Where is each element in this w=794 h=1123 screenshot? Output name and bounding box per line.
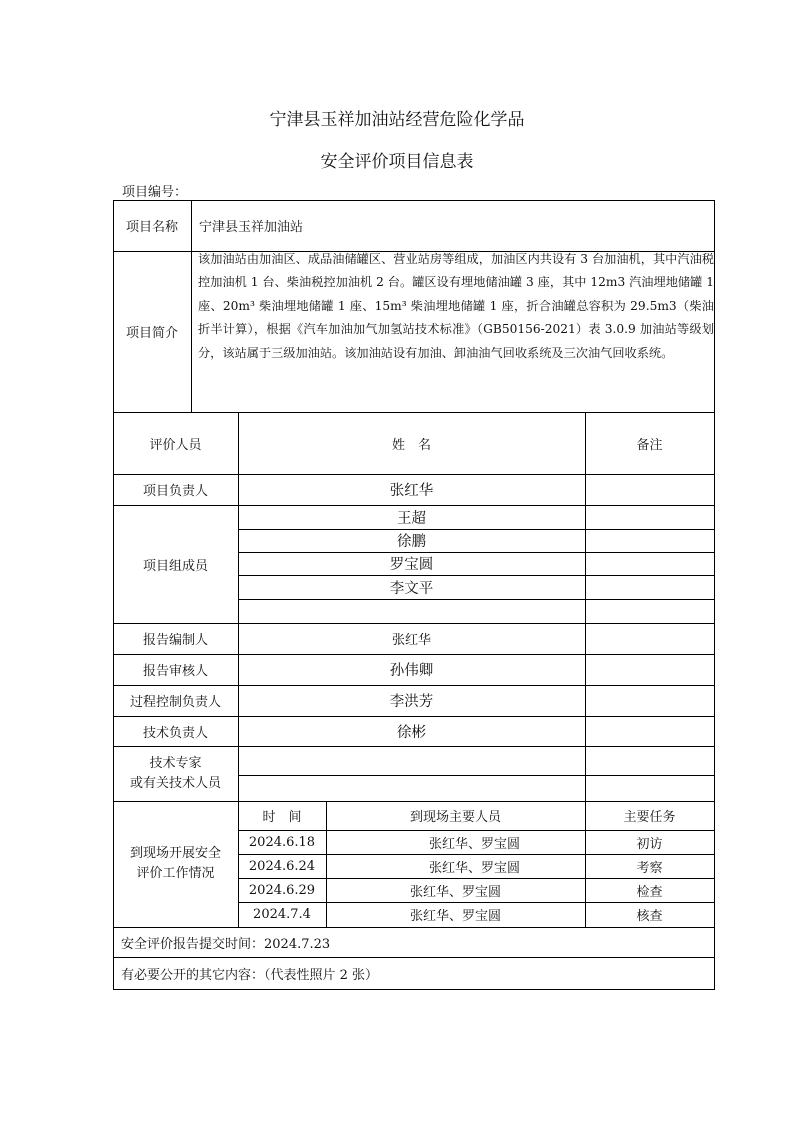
- site-row-time: 2024.7.4: [253, 907, 311, 922]
- project-intro-text: 该加油站由加油区、成品油储罐区、营业站房等组成，加油区内共设有 3 台加油机，其中汽油税控加油机 1 台、柴油税控加油机 2 台。罐区设有埋地储油罐 3 座，其中 12m3 汽油埋地储罐 1 座、20m³ 柴油埋地储罐 1 座、15m³ 柴油埋地储罐 1 座，折合油罐总容积为 29.5m3（柴油折半计算），根据《汽车加油加气加氢站技术标准》（GB50156-2021）表 3.0.9 加油站等级划分，该站属于三级加油站。该加油站设有加油、卸油油气回收系统及三次油气回收系统。: [198, 252, 714, 360]
- evaluator-header: 评价人员: [149, 437, 202, 453]
- tech-leader-label: 技术负责人: [142, 725, 208, 741]
- project-name-value: 宁津县玉祥加油站: [199, 220, 304, 235]
- member-name: 王超: [397, 510, 426, 527]
- project-number-label: 项目编号：: [122, 185, 188, 200]
- report-reviewer-label: 报告审核人: [142, 664, 208, 679]
- member-name: 李文平: [389, 580, 434, 597]
- site-work-label-line1: 到现场开展安全: [129, 846, 221, 861]
- project-leader-label: 项目负责人: [142, 484, 208, 499]
- tech-leader-name: 徐彬: [397, 724, 426, 741]
- site-row-time: 2024.6.18: [248, 834, 316, 850]
- site-task-header: 主要任务: [623, 810, 676, 825]
- document-title-line2: 安全评价项目信息表: [320, 152, 474, 172]
- site-row-task: 初访: [636, 836, 663, 852]
- tech-expert-label-line2: 或有关技术人员: [129, 775, 221, 791]
- member-name: 罗宝圆: [389, 557, 434, 573]
- site-row-people: 张红华、罗宝圆: [428, 836, 520, 852]
- site-row-people: 张红华、罗宝圆: [428, 860, 520, 876]
- document-title-line1: 宁津县玉祥加油站经营危险化学品: [269, 110, 525, 130]
- site-work-label-line2: 评价工作情况: [136, 866, 215, 881]
- site-time-header: 时 间: [262, 810, 302, 825]
- submit-time: 安全评价报告提交时间：2024.7.23: [121, 936, 331, 952]
- member-name: 徐鹏: [397, 534, 426, 550]
- site-row-people: 张红华、罗宝圆: [409, 909, 501, 924]
- site-row-task: 检查: [636, 884, 663, 900]
- site-row-task: 考察: [636, 860, 663, 876]
- project-intro-label: 项目简介: [125, 326, 178, 341]
- site-people-header: 到现场主要人员: [409, 810, 501, 825]
- report-writer-label: 报告编制人: [142, 633, 208, 648]
- members-label: 项目组成员: [142, 558, 208, 574]
- site-row-people: 张红华、罗宝圆: [409, 884, 501, 900]
- site-row-time: 2024.6.24: [248, 858, 316, 874]
- process-controller-name: 李洪芳: [389, 694, 434, 710]
- site-row-task: 核查: [636, 909, 663, 924]
- site-work-label: [113, 801, 238, 927]
- process-controller-label: 过程控制负责人: [129, 695, 221, 710]
- tech-expert-label-line1: 技术专家: [149, 755, 202, 771]
- project-leader-name: 张红华: [389, 483, 434, 499]
- other-public-content: 有必要公开的其它内容：（代表性照片 2 张）: [121, 967, 379, 983]
- site-row-time: 2024.6.29: [248, 882, 316, 898]
- report-reviewer-name: 孙伟卿: [389, 663, 434, 679]
- report-writer-name: 张红华: [391, 633, 431, 648]
- project-name-label: 项目名称: [125, 220, 178, 235]
- name-header: 姓 名: [391, 437, 431, 453]
- remark-header: 备注: [636, 437, 663, 453]
- tech-expert-label: [113, 746, 238, 801]
